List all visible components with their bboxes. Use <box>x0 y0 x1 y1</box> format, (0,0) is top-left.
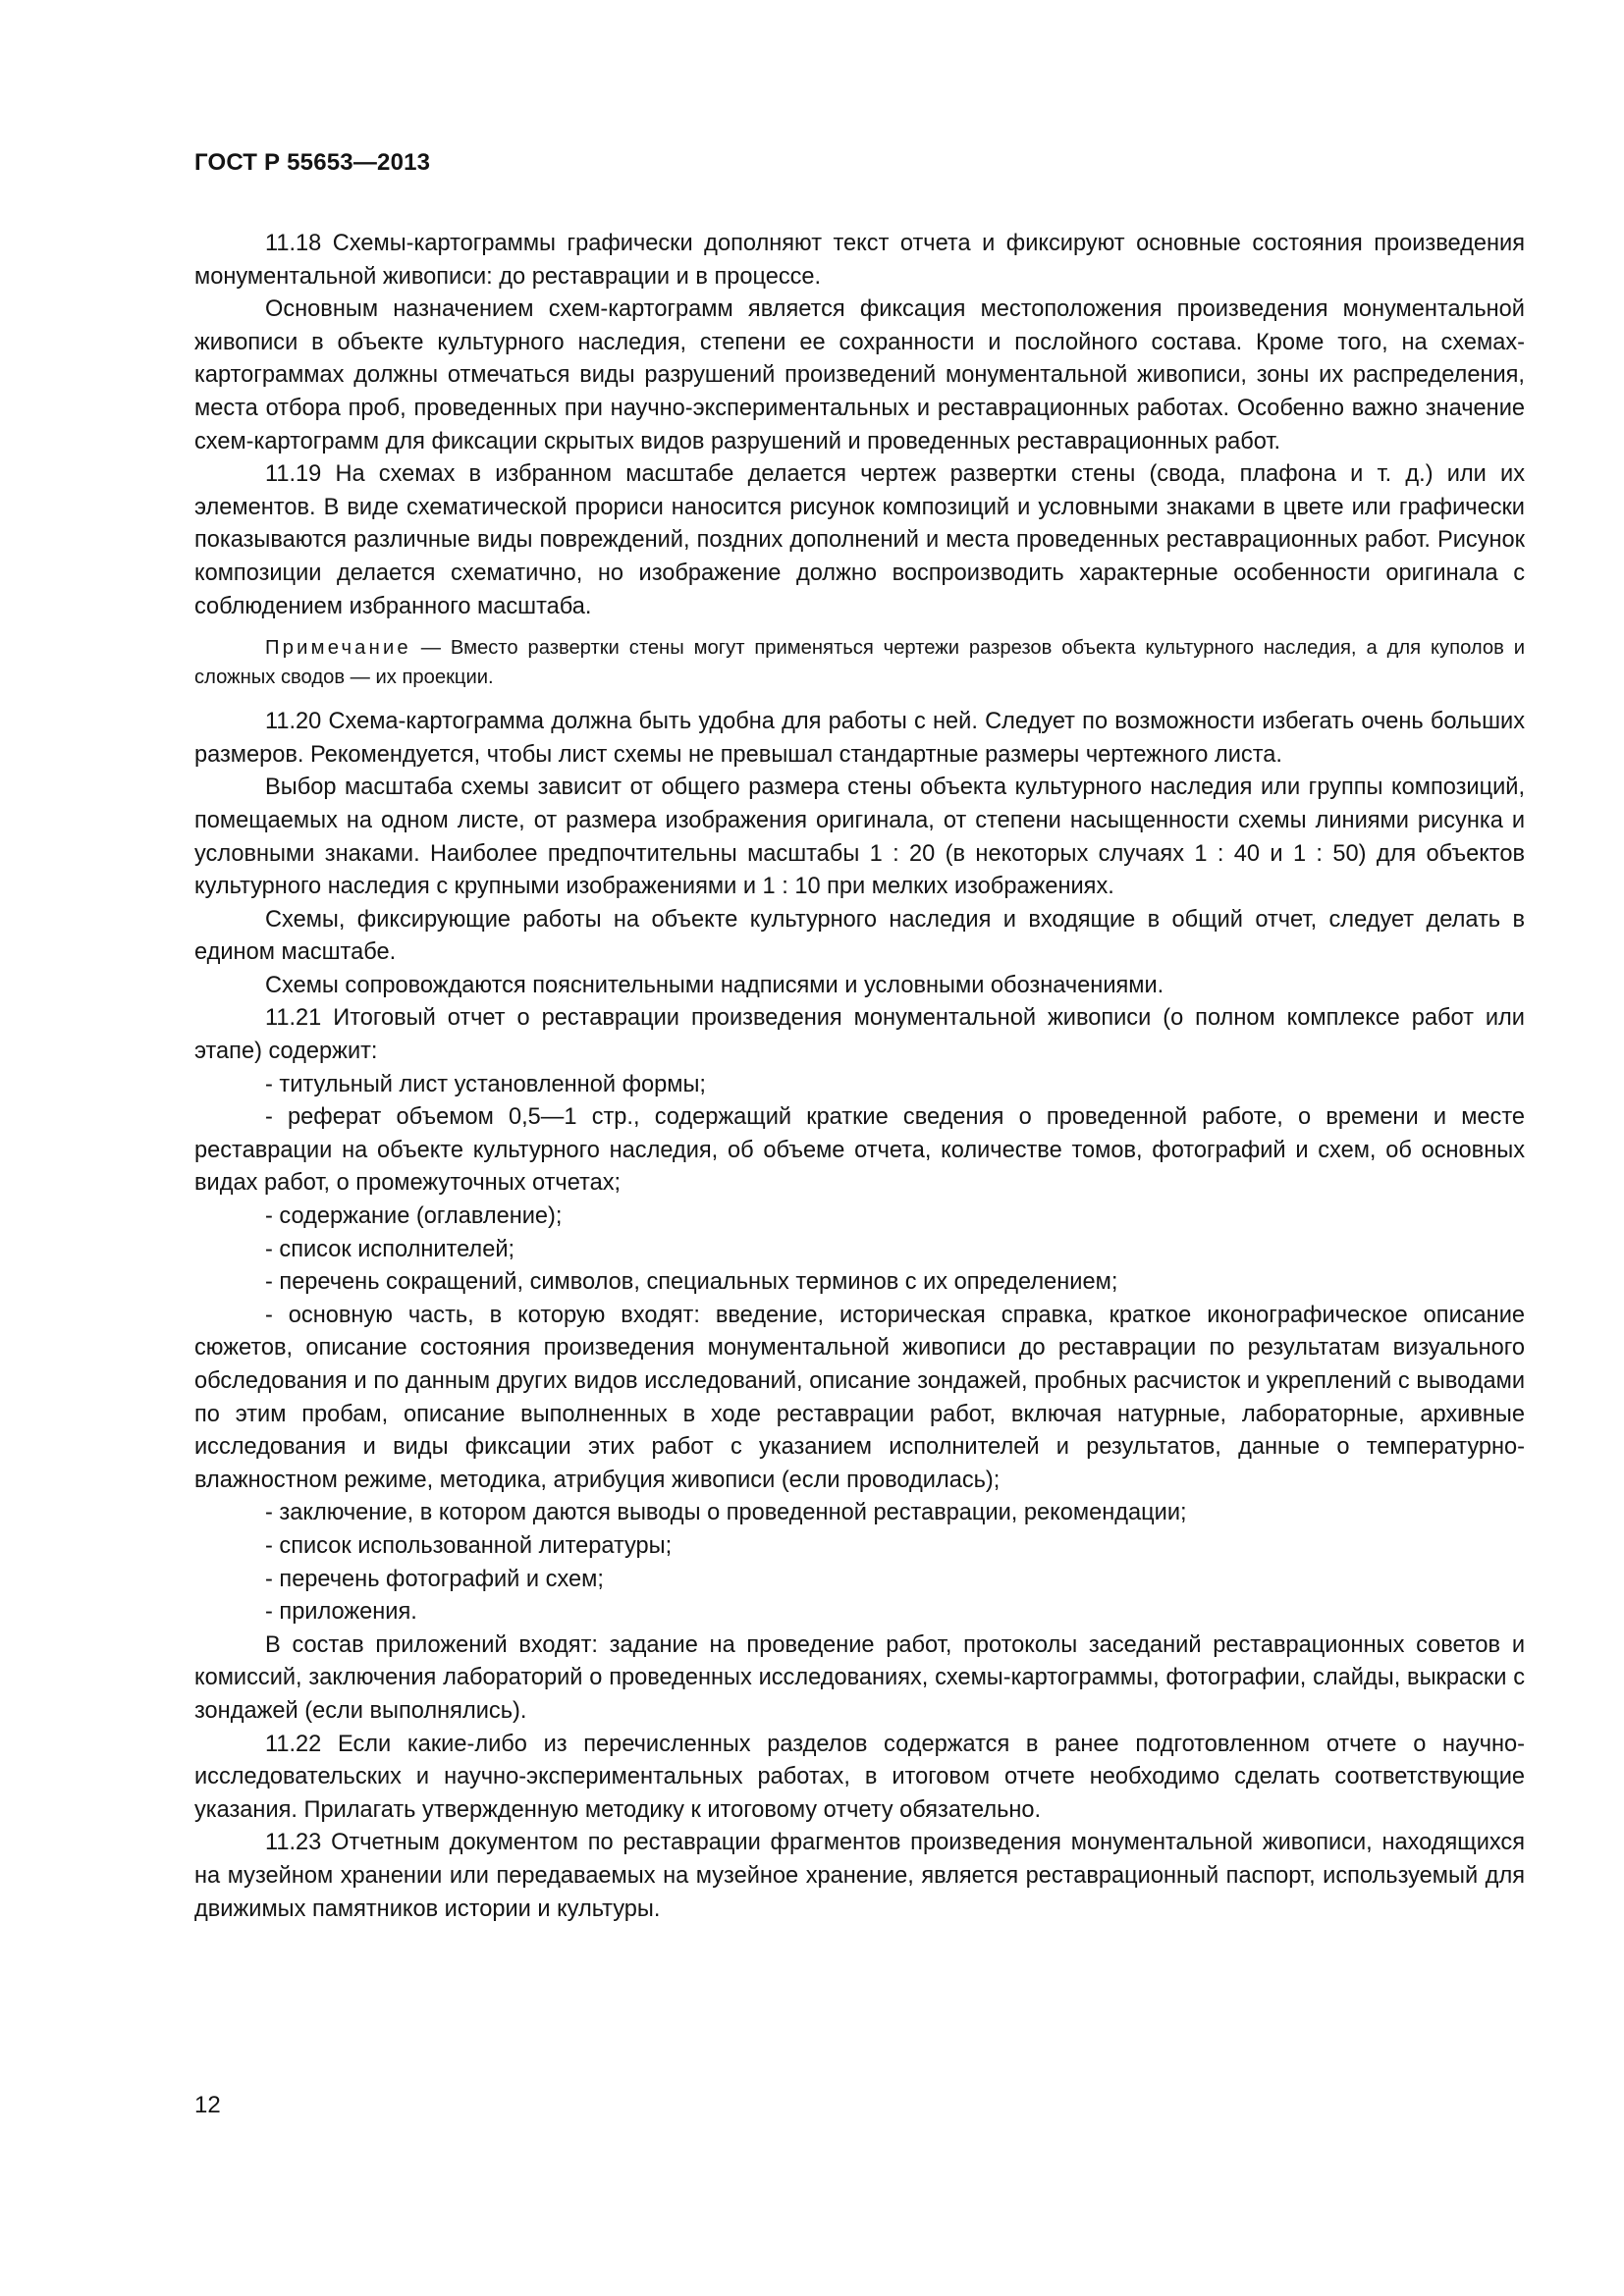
note-label: Примечание <box>265 637 411 660</box>
list-item: - содержание (оглавление); <box>265 1203 563 1230</box>
note-text: — Вместо развертки стены могут применяться чертежи разрезов объекта культурного наследия, а для куполов и сложных сводов — их проекции. <box>194 637 1525 689</box>
list-item: - титульный лист установленной формы; <box>265 1071 706 1097</box>
paragraph: В состав приложений входят: задание на проведение работ, протоколы заседаний реставрационных советов и комиссий, заключения лабораторий о проведенных исследованиях, схемы-картограммы, фотографии, слайды, выкраски с зондажей (если выполнялись). <box>194 1631 1525 1724</box>
list-item: - перечень фотографий и схем; <box>265 1566 604 1592</box>
document-body <box>194 228 1525 1926</box>
list-item: - перечень сокращений, символов, специальных терминов с их определением; <box>265 1269 1118 1296</box>
note-paragraph <box>194 633 1525 692</box>
page-number: 12 <box>194 2092 221 2118</box>
list-item: - реферат объемом 0,5—1 стр., содержащий краткие сведения о проведенной работе, о времени и месте реставрации на объекте культурного наследия, об объеме отчета, количестве томов, фотографий и схем, об основных видах работ, о промежуточных отчетах; <box>194 1104 1525 1197</box>
list-item: - приложения. <box>265 1599 417 1626</box>
paragraph-11-23: 11.23 Отчетным документом по реставрации фрагментов произведения монументальной живописи, находящихся на музейном хранении или передаваемых на музейное хранение, является реставрационный паспорт, используемый для движимых памятников истории и культуры. <box>194 1830 1525 1922</box>
list-item: - список использованной литературы; <box>265 1532 673 1559</box>
paragraph-11-19: 11.19 На схемах в избранном масштабе делается чертеж развертки стены (свода, плафона и т. д.) или их элементов. В виде схематической прориси наносится рисунок композиций и условными знаками в цвете или графически показываются различные виды повреждений, поздних дополнений и места проведенных реставрационных работ. Рисунок композиции делается схематично, но изображение должно воспроизводить характерные особенности оригинала с соблюдением избранного масштаба. <box>194 461 1525 619</box>
paragraph: Схемы сопровождаются пояснительными надписями и условными обозначениями. <box>265 972 1164 998</box>
paragraph: Выбор масштаба схемы зависит от общего размера стены объекта культурного наследия или группы композиций, помещаемых на одном листе, от размера изображения оригинала, от степени насыщенности схемы линиями рисунка и условными знаками. Наиболее предпочтительны масштабы 1 : 20 (в некоторых случаях 1 : 40 и 1 : 50) для объектов культурного наследия с крупными изображениями и 1 : 10 при мелких изображениях. <box>194 774 1525 900</box>
list-item: - список исполнителей; <box>265 1236 515 1262</box>
paragraph-11-21: 11.21 Итоговый отчет о реставрации произведения монументальной живописи (о полном комплексе работ или этапе) содержит: <box>194 1005 1525 1065</box>
list-item: - заключение, в котором даются выводы о проведенной реставрации, рекомендации; <box>265 1500 1187 1526</box>
paragraph-11-22: 11.22 Если какие-либо из перечисленных разделов содержатся в ранее подготовленном отчете о научно-исследовательских и научно-экспериментальных работах, в итоговом отчете необходимо сделать соответствующие указания. Прилагать утвержденную методику к итоговому отчету обязательно. <box>194 1731 1525 1823</box>
paragraph-11-18: 11.18 Схемы-картограммы графически дополняют текст отчета и фиксируют основные состояния произведения монументальной живописи: до реставрации и в процессе. <box>194 231 1525 290</box>
paragraph: Основным назначением схем-картограмм является фиксация местоположения произведения монументальной живописи в объекте культурного наследия, степени ее сохранности и послойного состава. Кроме того, на схемах-картограммах должны отмечаться виды разрушений произведений монументальной живописи, зоны их распределения, места отбора проб, проведенных при научно-экспериментальных и реставрационных работах. Особенно важно значение схем-картограмм для фиксации скрытых видов разрушений и проведенных реставрационных работ. <box>194 296 1525 454</box>
paragraph: Схемы, фиксирующие работы на объекте культурного наследия и входящие в общий отчет, следует делать в едином масштабе. <box>194 906 1525 966</box>
list-item: - основную часть, в которую входят: введение, историческая справка, краткое иконографическое описание сюжетов, описание состояния произведения монументальной живописи до реставрации по результатам визуального обследования и по данным других видов исследований, описание зондажей, пробных расчисток и укреплений с выводами по этим пробам, описание выполненных в ходе реставрации работ, включая натурные, лабораторные, архивные исследования и виды фиксации этих работ с указанием исполнителей и результатов, данные о температурно-влажностном режиме, методика, атрибуция живописи (если проводилась); <box>194 1302 1525 1493</box>
document-header-code: ГОСТ Р 55653—2013 <box>194 149 431 176</box>
paragraph-11-20: 11.20 Схема-картограмма должна быть удобна для работы с ней. Следует по возможности избегать очень больших размеров. Рекомендуется, чтобы лист схемы не превышал стандартные размеры чертежного листа. <box>194 709 1525 768</box>
